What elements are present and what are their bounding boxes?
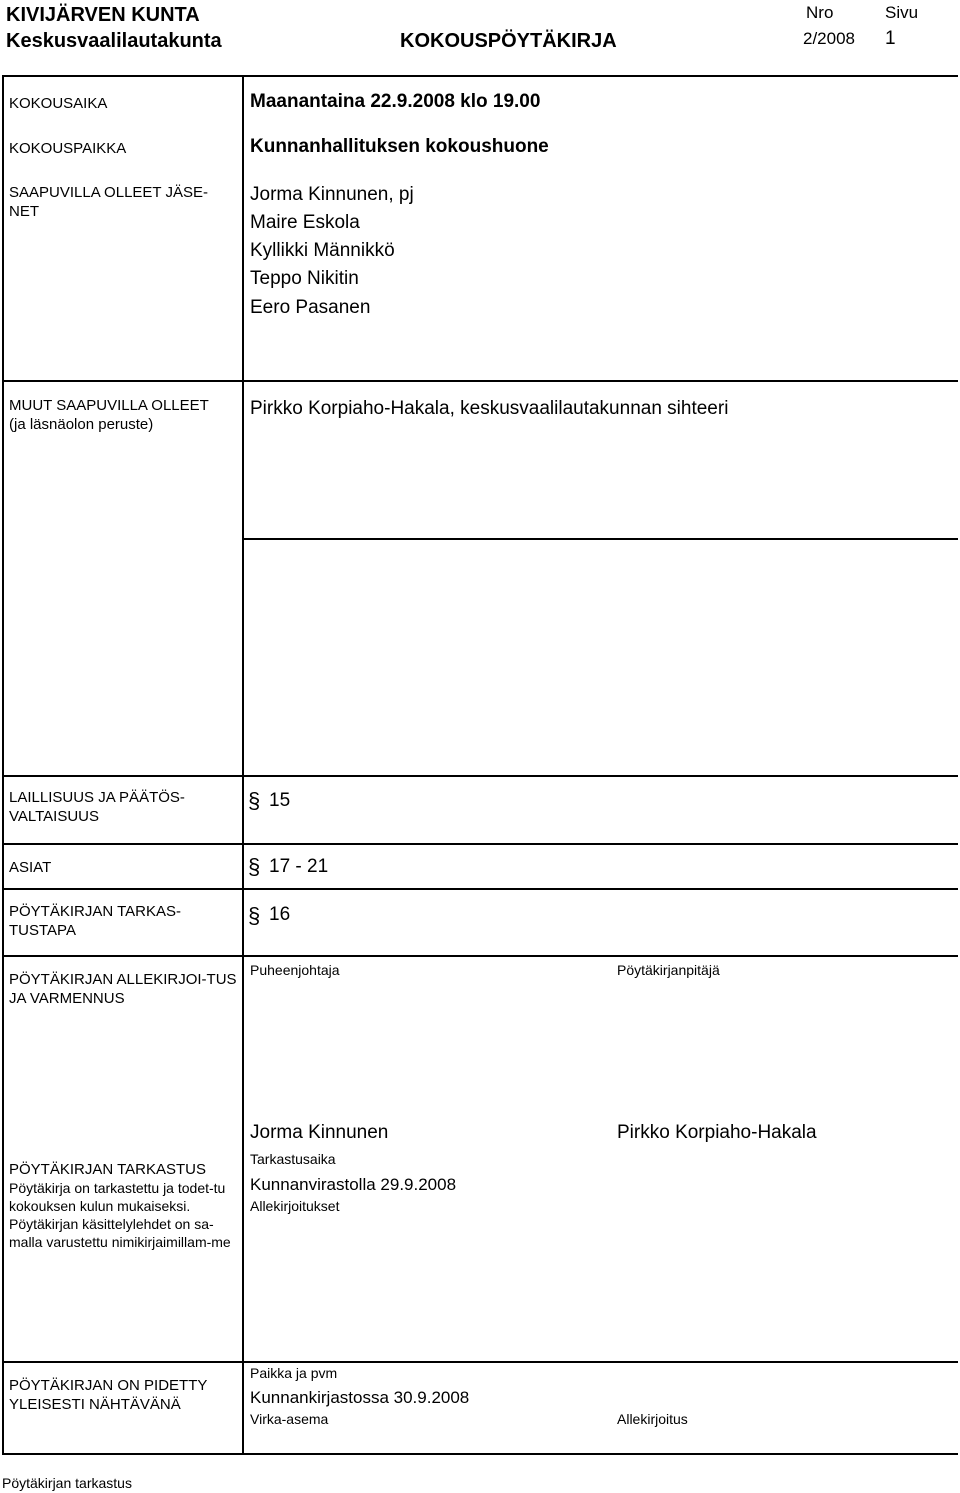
place-date-label: Paikka ja pvm (250, 1365, 338, 1381)
sivu-value: 1 (885, 28, 896, 49)
signatures-label: Allekirjoitukset (250, 1198, 340, 1214)
public-display-label: PÖYTÄKIRJAN ON PIDETTY YLEISESTI NÄHTÄVÄNÄ (9, 1377, 208, 1413)
review-label: PÖYTÄKIRJAN TARKASTUS (9, 1161, 206, 1178)
section-sign: § (248, 854, 261, 879)
secretary-name: Pirkko Korpiaho-Hakala (617, 1122, 817, 1143)
others-label: MUUT SAAPUVILLA OLLEET (9, 397, 209, 414)
place-date-value: Kunnankirjastossa 30.9.2008 (250, 1388, 470, 1407)
footer-text: Pöytäkirjan tarkastus (2, 1475, 132, 1491)
section-sign: § (248, 903, 261, 928)
sivu-label: Sivu (885, 3, 919, 22)
signing-label: PÖYTÄKIRJAN ALLEKIRJOI-TUS JA VARMENNUS (9, 971, 237, 1007)
legality-value: 15 (269, 790, 291, 811)
review-time-value: Kunnanvirastolla 29.9.2008 (250, 1175, 457, 1194)
matters-value: 17 - 21 (269, 856, 329, 877)
meeting-place-label: KOKOUSPAIKKA (9, 140, 127, 157)
legality-label: LAILLISUUS JA PÄÄTÖS-VALTAISUUS (9, 789, 185, 825)
members-label: SAAPUVILLA OLLEET JÄSE-NET (9, 184, 208, 220)
signature-label: Allekirjoitus (617, 1411, 688, 1427)
meeting-time-label: KOKOUSAIKA (9, 95, 108, 112)
member-item: Eero Pasanen (250, 297, 371, 318)
chair-role-label: Puheenjohtaja (250, 962, 340, 978)
org-name: KIVIJÄRVEN KUNTA (6, 4, 200, 26)
section-sign: § (248, 788, 261, 813)
meeting-time-value: Maanantaina 22.9.2008 klo 19.00 (250, 91, 541, 112)
review-method-value: 16 (269, 904, 291, 925)
document-type: KOKOUSPÖYTÄKIRJA (400, 30, 617, 52)
review-text: Pöytäkirja on tarkastettu ja todet-tu kokouksen kulun mukaiseksi. Pöytäkirjan käsittelylehdet on sa-malla varustettu nimikirjaimillam-me (9, 1180, 231, 1250)
others-value: Pirkko Korpiaho-Hakala, keskusvaalilautakunnan sihteeri (250, 398, 729, 419)
review-method-label: PÖYTÄKIRJAN TARKAS-TUSTAPA (9, 903, 181, 939)
secretary-role-label: Pöytäkirjanpitäjä (617, 962, 720, 978)
review-time-label: Tarkastusaika (250, 1151, 336, 1167)
office-label: Virka-asema (250, 1411, 329, 1427)
member-item: Kyllikki Männikkö (250, 240, 395, 261)
chair-name: Jorma Kinnunen (250, 1122, 389, 1143)
nro-value: 2/2008 (803, 29, 855, 48)
matters-label: ASIAT (9, 859, 52, 876)
nro-label: Nro (806, 3, 834, 22)
committee-name: Keskusvaalilautakunta (6, 30, 222, 52)
member-item: Maire Eskola (250, 212, 360, 233)
others-reason-label: (ja läsnäolon peruste) (9, 416, 154, 433)
member-item: Teppo Nikitin (250, 268, 359, 289)
meeting-place-value: Kunnanhallituksen kokoushuone (250, 136, 549, 157)
member-item: Jorma Kinnunen, pj (250, 184, 414, 205)
